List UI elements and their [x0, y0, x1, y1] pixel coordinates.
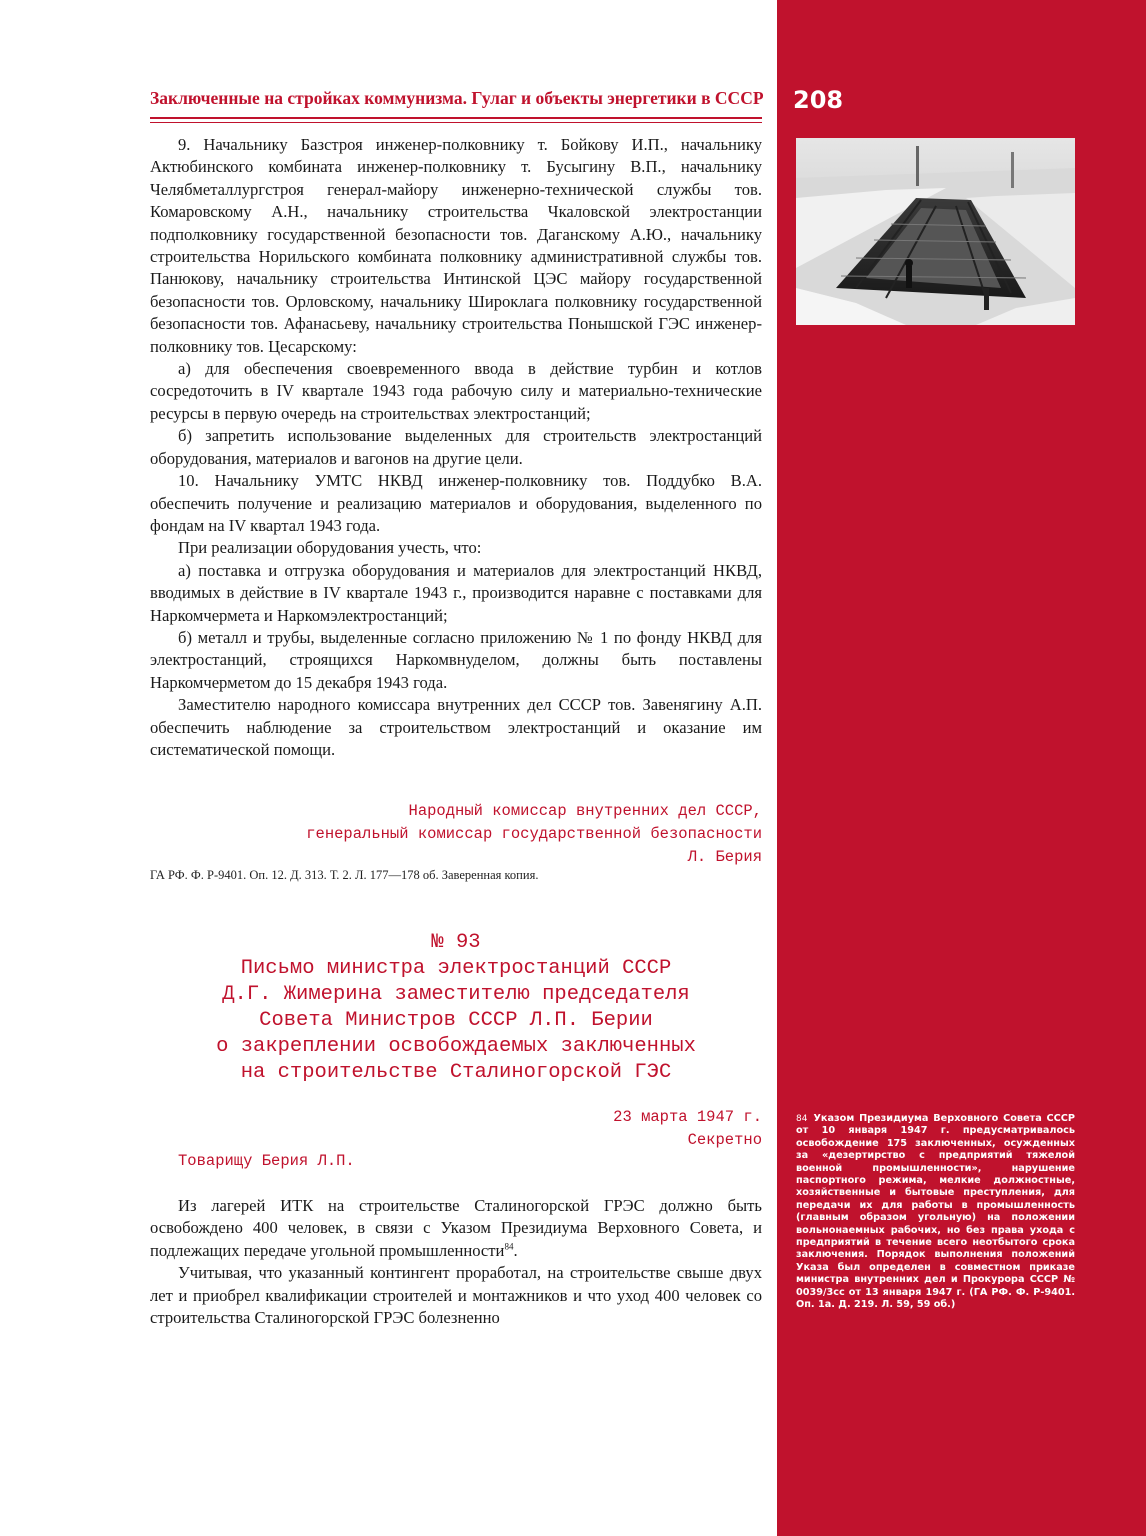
signature-line: генеральный комиссар государственной безопасности [306, 825, 762, 843]
signature-line: Народный комиссар внутренних дел СССР, [408, 802, 762, 820]
header-rule [150, 117, 762, 119]
paragraph: Заместителю народного комиссара внутренних дел СССР тов. Завенягину А.П. обеспечить наблюдение за строительством электростанций и оказание им систематической помощи. [150, 695, 762, 759]
paragraph: а) для обеспечения своевременного ввода в действие турбин и котлов сосредоточить в IV квартале 1943 года рабочую силу и материально-технические ресурсы в первую очередь на строительствах электростанций; [150, 359, 762, 423]
document-body-1 [150, 134, 762, 761]
signature-line: Л. Берия [687, 848, 762, 866]
footnote-number: 84 [796, 1114, 808, 1124]
paragraph: а) поставка и отгрузка оборудования и материалов для электростанций НКВД, вводимых в действие в IV квартале 1943 г., производится наравне с поставками для Наркомчермета и Наркомэлектростанций; [150, 560, 762, 625]
page-number: 208 [793, 86, 844, 114]
paragraph: б) металл и трубы, выделенные согласно приложению № 1 по фонду НКВД для электростанций, строящихся Наркомвнуделом, должны быть поставлены Наркомчерметом до 15 декабря 1943 года. [150, 627, 762, 692]
title-line: на строительстве Сталиногорской ГЭС [240, 1061, 672, 1084]
paragraph: б) запретить использование выделенных для строительств электростанций оборудования, материалов и вагонов на другие цели. [150, 426, 762, 468]
footnote-text: Указом Президиума Верховного Совета СССР от 10 января 1947 г. предусматривалось освобождение 175 заключенных, осужденных за «дезертирство с предприятий тяжелой военной промышленности», нарушение паспортного режима, мелкие должностные, хозяйственные и бытовые преступления, для передачи их для работы в промышленность (главным образом угольную) на положении вольнонаемных рабочих, но без права ухода с предприятий в течение всего неотбытого срока заключения. Порядок выполнения положений Указа был определен в совместном приказе министра внутренних дел и Прокурора СССР № 0039/3сс от 13 января 1947 г. (ГА РФ. Ф. Р-9401. Оп. 1а. Д. 219. Л. 59, 59 об.) [796, 1113, 1075, 1311]
title-line: Письмо министра электростанций СССР [240, 957, 672, 980]
paragraph: 9. Начальнику Базстроя инженер-полковнику т. Бойкову И.П., начальнику Актюбинского комбината инженер-полковнику т. Бусыгину В.П., начальнику Челябметаллургстроя генерал-майору инженерно-технической службы тов. Комаровскому А.Н., начальнику строительства Чкаловской электростанции подполковнику государственной безопасности тов. Даганскому А.Ю., начальнику строительства Норильского комбината полковнику административной службы тов. Панюкову, начальнику строительства Интинской ЦЭС майору государственной безопасности тов. Орловскому, начальнику Широклага полковнику государственной безопасности тов. Афанасьеву, начальнику строительства Понышской ГЭС инженер-полковнику тов. Цесарскому: [150, 135, 762, 356]
paragraph: 10. Начальнику УМТС НКВД инженер-полковнику тов. Поддубко В.А. обеспечить получение и реализацию материалов и оборудования, выделенного по фондам на IV квартал 1943 года. [150, 471, 762, 535]
paragraph: Из лагерей ИТК на строительстве Сталиногорской ГРЭС должно быть освобождено 400 человек, в связи с Указом Президиума Верховного Совета, и подлежащих передаче угольной промышленности$^{84}$. [150, 1196, 762, 1260]
signature-block [150, 800, 762, 869]
title-line: Д.Г. Жимерина заместителю председателя [222, 983, 690, 1006]
footnote [796, 1113, 1075, 1312]
paragraph: Учитывая, что указанный контингент проработал, на строительстве свыше двух лет и приобрел квалификации строителей и монтажников и что уход 400 человек со строительства Сталиногорской ГРЭС болезненно [150, 1263, 762, 1328]
paragraph: При реализации оборудования учесть, что: [178, 538, 482, 558]
classification: Секретно [687, 1131, 762, 1149]
archival-photo [796, 138, 1075, 325]
archive-source: ГА РФ. Ф. Р-9401. Оп. 12. Д. 313. Т. 2. Л. 177—178 об. Заверенная копия. [150, 868, 539, 882]
date-block [150, 1106, 762, 1152]
document-body-2 [150, 1195, 762, 1329]
document-title [150, 930, 762, 1086]
addressee: Товарищу Берия Л.П. [178, 1152, 355, 1170]
title-line: Совета Министров СССР Л.П. Берии [259, 1009, 653, 1032]
running-header: Заключенные на стройках коммунизма. Гулаг и объекты энергетики в СССР [150, 88, 764, 108]
document-date: 23 марта 1947 г. [613, 1108, 762, 1126]
title-line: о закреплении освобождаемых заключенных [216, 1035, 696, 1058]
footnote-ref[interactable]: 84 [504, 1241, 514, 1252]
document-number: № 93 [431, 931, 481, 954]
header-rule-thin [150, 122, 762, 123]
